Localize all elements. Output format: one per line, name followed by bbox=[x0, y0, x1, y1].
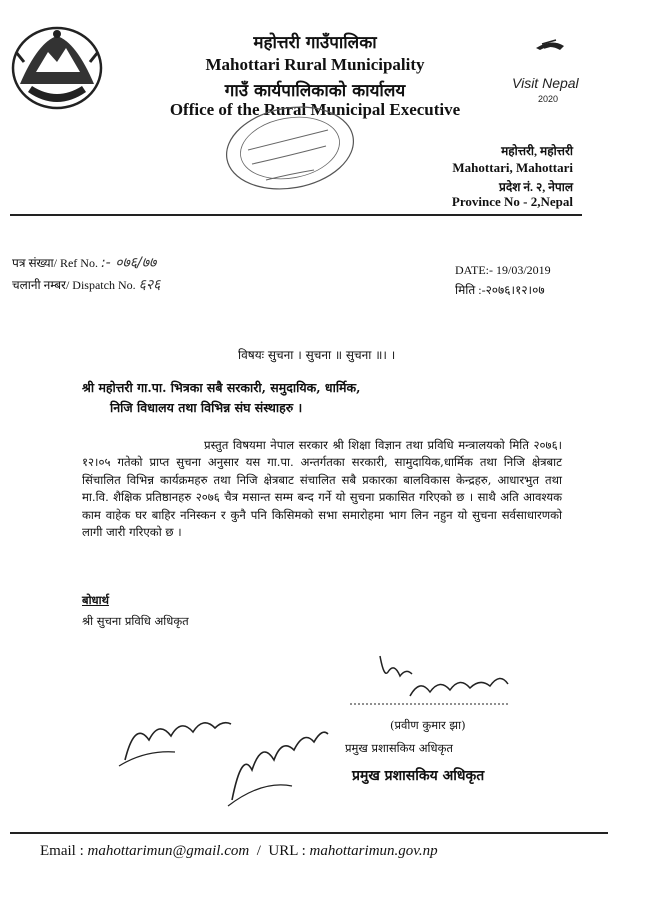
date-english bbox=[455, 263, 551, 278]
ref-number bbox=[12, 253, 156, 272]
office-name-english: Office of the Rural Municipal Executive bbox=[169, 100, 461, 119]
date-np-label: मिति bbox=[455, 283, 476, 297]
officer-signature bbox=[340, 648, 530, 718]
municipality-name-english: Mahottari Rural Municipality bbox=[205, 55, 425, 74]
office-name-nepali: गाउँ कार्यपालिकाको कार्यालय bbox=[224, 81, 406, 101]
province-np: प्रदेश नं. २, नेपाल bbox=[499, 180, 573, 194]
header-divider bbox=[10, 214, 582, 216]
officer-title: प्रमुख प्रशासकिय अधिकृत bbox=[345, 741, 453, 755]
url-label: URL : bbox=[268, 843, 306, 859]
footer-contact: Email : mahottarimun@gmail.com / URL : mahottarimun.gov.np bbox=[40, 843, 438, 859]
date-np-value: :-२०७६।१२।०७ bbox=[478, 283, 545, 297]
officer-title-stamp: प्रमुख प्रशासकिय अधिकृत bbox=[352, 768, 485, 784]
information-recipient: श्री सुचना प्रविधि अधिकृत bbox=[82, 614, 189, 628]
email-link[interactable]: mahottarimun@gmail.com bbox=[87, 843, 250, 859]
ref-label: पत्र संख्या/ Ref No. bbox=[12, 256, 98, 270]
dispatch-number bbox=[12, 275, 160, 294]
address-line-en: Mahottari, Mahottari bbox=[452, 160, 573, 175]
dispatch-label: चलानी नम्बर/ Dispatch No. bbox=[12, 278, 136, 292]
municipality-name-nepali: महोत्तरी गाउँपालिका bbox=[253, 33, 377, 53]
information-heading: बोधार्थ bbox=[82, 593, 109, 607]
province-en: Province No - 2,Nepal bbox=[451, 194, 573, 209]
address-line-np: महोत्तरी, महोत्तरी bbox=[501, 144, 573, 158]
addressee-line-2: निजि विधालय तथा विभिन्न संघ संस्थाहरु । bbox=[110, 400, 303, 415]
letter-body: प्रस्तुत विषयमा नेपाल सरकार श्री शिक्षा विज्ञान तथा प्रविधि मन्त्रालयको मिति २०७६।१२।०५ गतेको प्राप्त सुचना अनुसार यस गा.पा. अन्तर्गतका सरकारी, सामुदायिक,धार्मिक तथा निजि क्षेत्रबाट सिंचालित विभिन्न कार्यक्रमहरु तथा निजि क्षेत्रबाट संचालित सबै प्रकारका बालविकास केन्द्रहरु, आधारभुत तथा मा.वि. शैक्षिक प्रतिष्ठानहरु २०७६ चैत्र मसान्त सम्म बन्द गर्ने यो सुचना प्रकासित गरिएको छ । साथै अति आवश्यक काम वाहेक घर बाहिर ननिस्कन र कुनै पनि किसिमको सभा समारोहमा भाग लिन नहुन यो सुचना सर्वसाधारणको लागी जारी गरिएको छ । bbox=[82, 438, 562, 540]
visit-nepal-year: 2020 bbox=[538, 94, 559, 104]
email-label: Email : bbox=[40, 843, 84, 859]
date-nepali bbox=[455, 281, 545, 298]
addressee-line-1: श्री महोत्तरी गा.पा. भित्रका सबै सरकारी, समुदायिक, धार्मिक, bbox=[82, 380, 361, 395]
officer-name: (प्रवीण कुमार झा) bbox=[390, 718, 466, 732]
subject-line: विषयः सुचना । सुचना ॥ सुचना ॥। । bbox=[238, 348, 396, 362]
nepal-emblem-icon bbox=[8, 22, 106, 114]
website-link[interactable]: mahottarimun.gov.np bbox=[309, 843, 438, 859]
ref-value: :- ०७६/७७ bbox=[100, 255, 157, 271]
footer-divider bbox=[10, 832, 608, 834]
dispatch-value: ६२६ bbox=[138, 277, 161, 293]
date-value: :- 19/03/2019 bbox=[485, 263, 551, 277]
office-stamp bbox=[218, 100, 368, 200]
visit-nepal-text: Visit Nepal bbox=[512, 75, 579, 91]
witness-signature-2 bbox=[222, 710, 332, 810]
witness-signature-1 bbox=[115, 700, 235, 770]
date-label: DATE bbox=[455, 263, 486, 277]
visit-nepal-logo bbox=[512, 36, 612, 108]
